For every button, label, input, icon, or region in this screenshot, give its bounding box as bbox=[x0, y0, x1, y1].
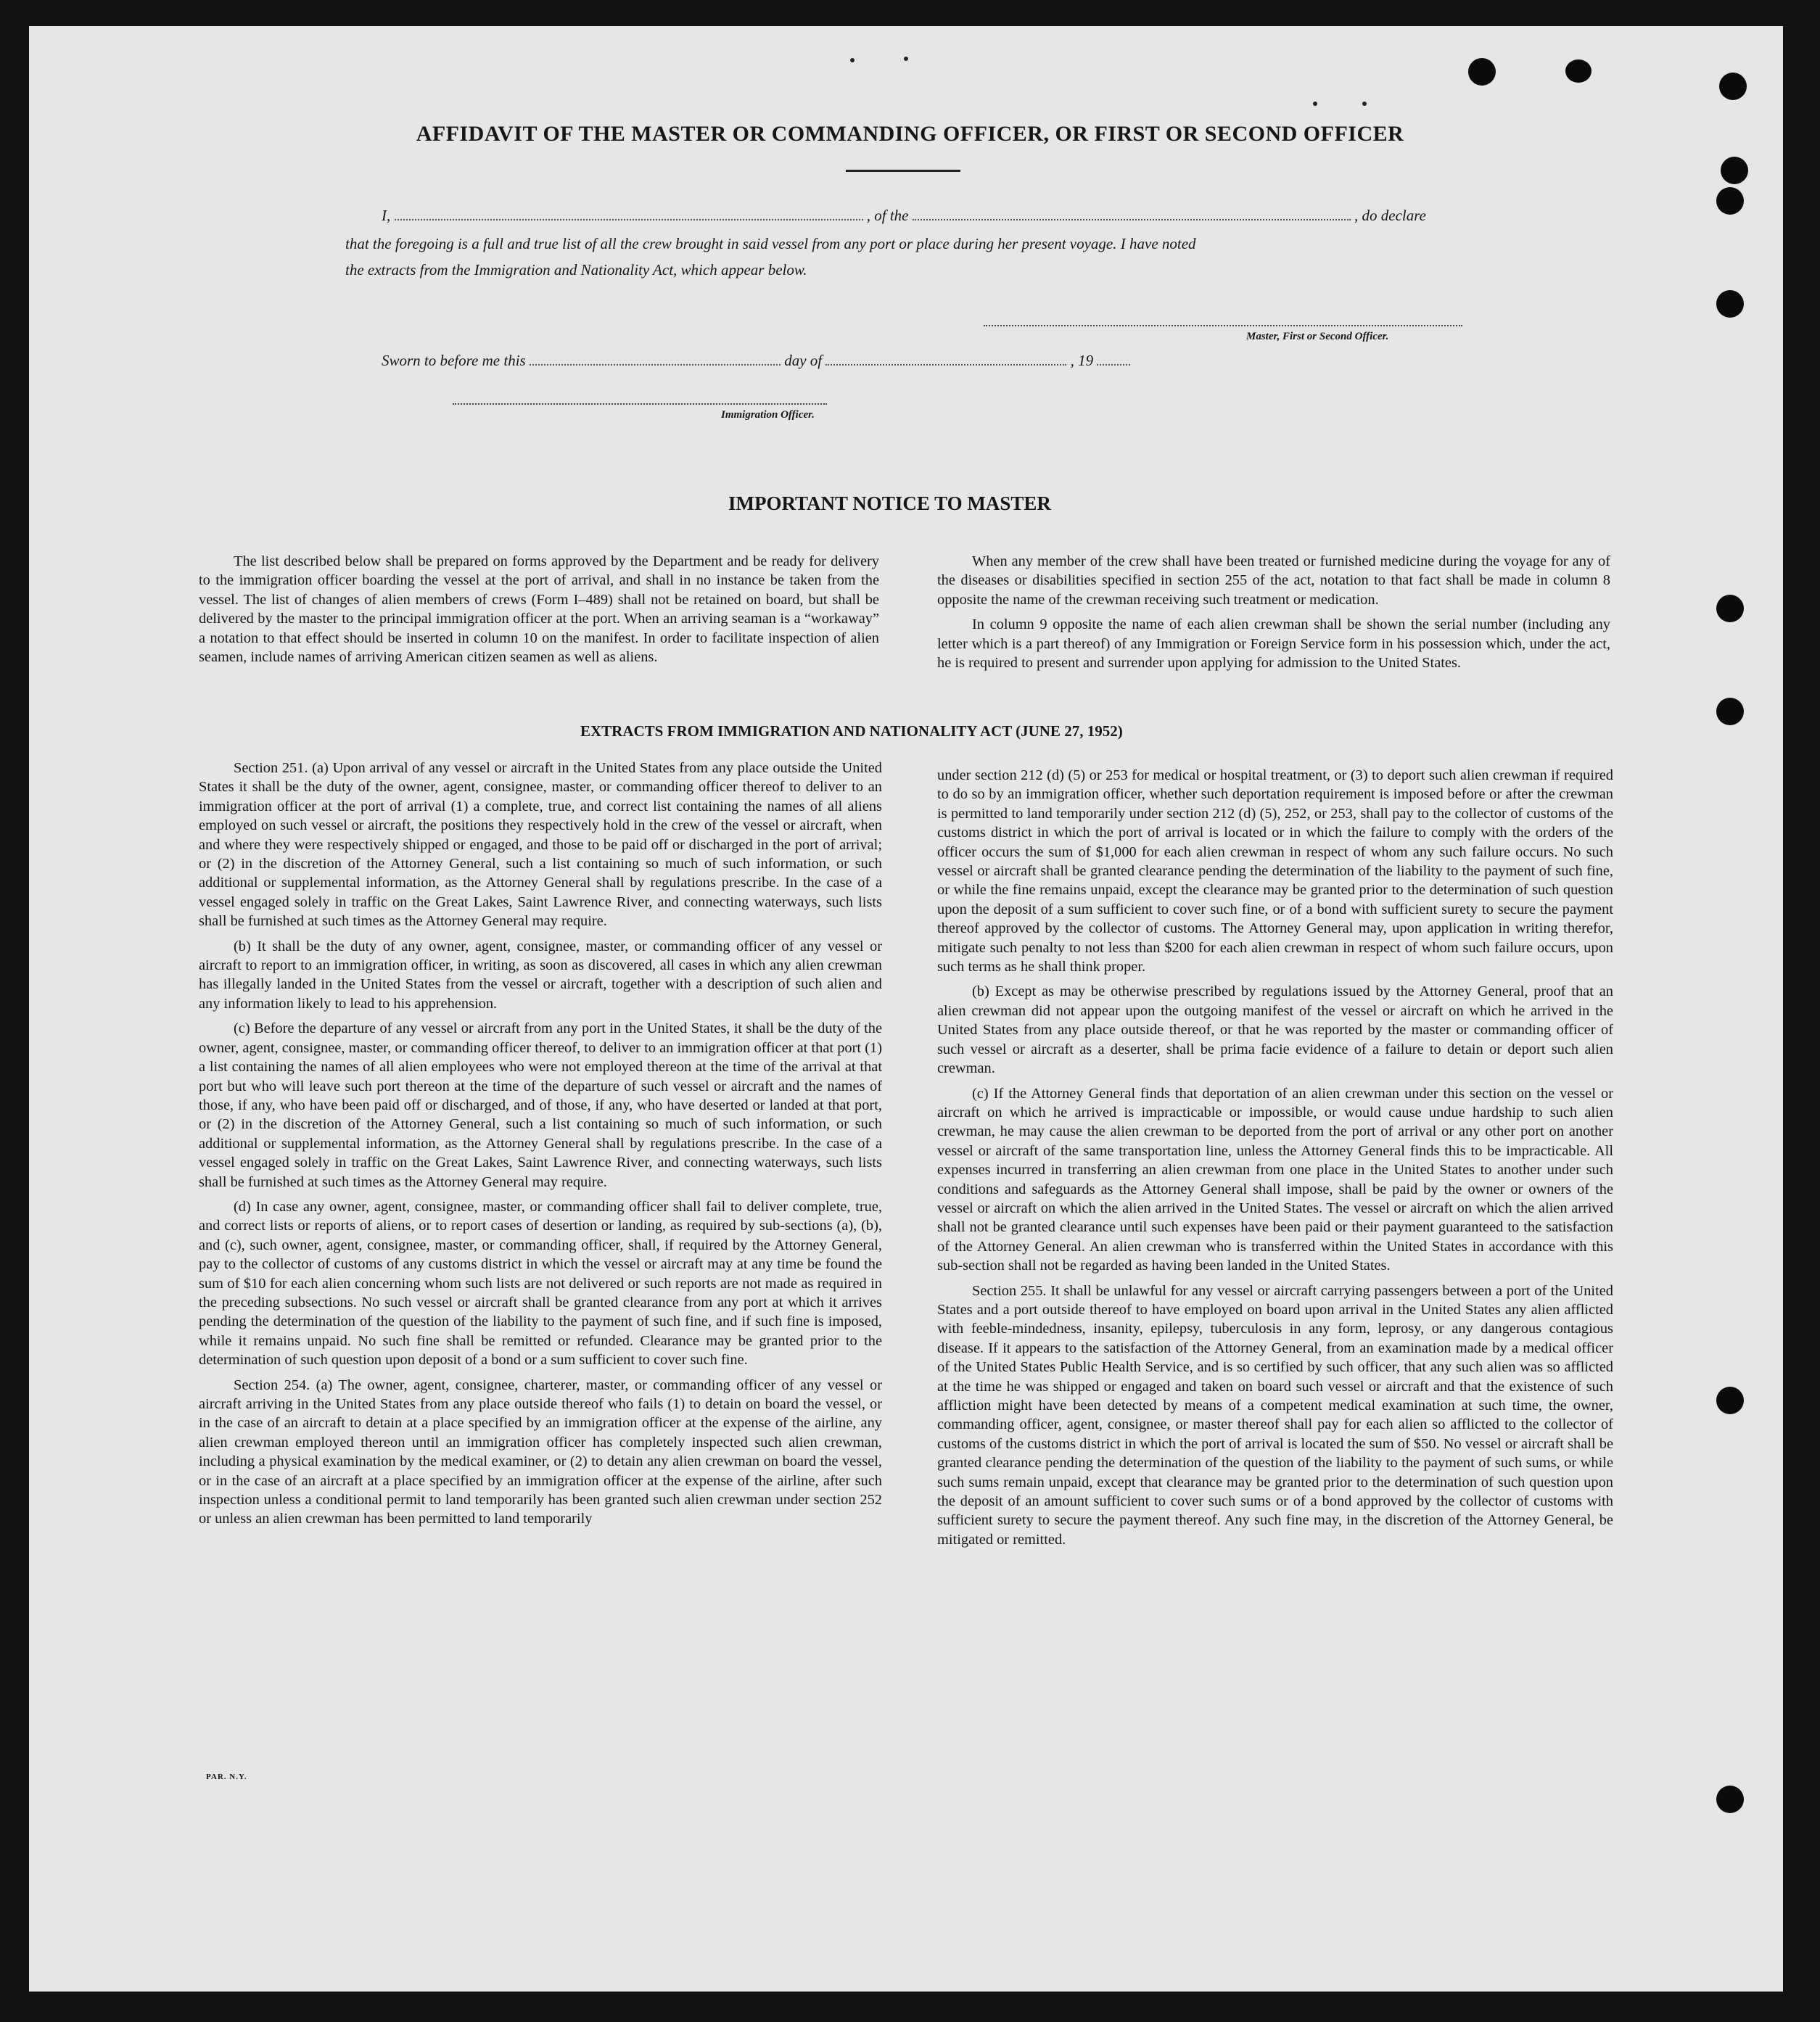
officer-signature-line[interactable] bbox=[453, 403, 827, 405]
notice-heading: IMPORTANT NOTICE TO MASTER bbox=[728, 492, 1051, 514]
extract-paragraph: under section 212 (d) (5) or 253 for medical or hospital treatment, or (3) to deport such alien crewman if required to do so by an immigration officer, whether such deportation requirement is imposed before or after the crewman is permitted to land temporarily under section 212 (d) (5), 252, or 253, shall pay to the collector of customs of the customs district in which the port of arrival is located or in which the failure to comply with the orders of the officer occurs the sum of $1,000 for each alien crewman in respect of whom any such failure occurs. No such vessel or aircraft shall be granted clearance pending the determination of the liability to the payment of such fine, or while the fine remains unpaid, except the clearance may be granted prior to the determination of such question upon the deposit of a sum sufficient to cover such fine, or of a bond with sufficient surety to secure the payment thereof approved by the collector of customs. The Attorney General may, upon application in writing therefor, mitigate such penalty to not less than $200 for each alien crewman in respect of whom such failure occurs, upon such terms as he shall think proper. bbox=[937, 767, 1613, 975]
binder-hole bbox=[1565, 59, 1592, 83]
binder-hole bbox=[1721, 157, 1748, 184]
do-declare-label: , do declare bbox=[1354, 207, 1426, 224]
extracts-left-column bbox=[199, 759, 882, 1535]
extract-paragraph: Section 255. It shall be unlawful for any vessel or aircraft carrying passengers between a port of the United States and a port outside thereof to have employed on board upon arrival in the United States any alien afflicted with feeble-mindedness, insanity, epilepsy, tuberculosis in any form, leprosy, or any dangerous contagious disease. If it appears to the satisfaction of the Attorney General, from an examination made by a medical officer of the United States Public Health Service, and is so certified by such officer, that any such alien was so afflicted at the time he was shipped or engaged and taken on board such vessel or aircraft and that the existence of such affliction might have been detected by means of a competent medical examination at such time, the owner, commanding officer, agent, consignee, or master thereof shall pay for each alien so afflicted to the collector of customs of the customs district in which the port of arrival is located the sum of $50. No vessel or aircraft shall be granted clearance pending the determination of the question of the liability to the payment of such sums, or while such sums remain unpaid, except that clearance may be granted prior to the determination of such question upon the deposit of an amount sufficient to cover such sums or of a bond approved by the collector of customs with sufficient surety to secure the payment thereof. Any such fine may, in the discretion of the Attorney General, be mitigated or remitted. bbox=[937, 1282, 1613, 1548]
sworn-line bbox=[382, 351, 1130, 370]
speck bbox=[850, 58, 855, 62]
affidavit-declaration-line bbox=[382, 206, 1426, 225]
binder-hole bbox=[1716, 290, 1744, 318]
speck bbox=[1362, 102, 1367, 106]
year-label: , 19 bbox=[1070, 352, 1094, 369]
notice-left-column bbox=[199, 552, 879, 672]
vessel-field[interactable] bbox=[913, 206, 1351, 220]
sworn-year-field[interactable] bbox=[1097, 351, 1130, 366]
extract-paragraph: (c) If the Attorney General finds that deportation of an alien crewman under this section on the vessel or aircraft on which he arrived is impracticable or impossible, or would cause undue hardship to such alien crewman, he may cause the alien crewman to be deported from the port of arrival or any other port on another vessel or aircraft of the same transportation line, unless the Attorney General finds this to be impracticable. All expenses incurred in transferring an alien crewman from one place in the United States to another under such conditions and safeguards as the Attorney General shall impose, shall be paid by the owner or owners of the vessel or aircraft on which the alien arrived in the United States. The vessel or aircraft on which the alien arrived shall not be granted clearance until such expenses have been paid or their payment guaranteed to the satisfaction of the Attorney General. An alien crewman who is transferred within the United States in accordance with this sub-section shall not be regarded as having been landed in the United States. bbox=[937, 1085, 1613, 1274]
sworn-month-field[interactable] bbox=[825, 351, 1066, 366]
binder-hole bbox=[1468, 58, 1496, 86]
affidavit-body-line-1: that the foregoing is a full and true list of all the crew brought in said vessel from any port or place during her present voyage. I have noted bbox=[345, 235, 1196, 252]
extract-paragraph: (b) Except as may be otherwise prescribed by regulations issued by the Attorney General, proof that an alien crewman did not appear upon the outgoing manifest of the vessel or aircraft on which he arrived in the United States from any place outside thereof, or that he was reported by the master or commanding officer of such vessel or aircraft as a deserter, shall be prima facie evidence of a failure to detain or deport such alien crewman. bbox=[937, 983, 1613, 1077]
title-rule bbox=[846, 170, 960, 172]
notice-right-column bbox=[937, 552, 1610, 678]
binder-hole bbox=[1716, 698, 1744, 725]
speck bbox=[904, 57, 908, 61]
binder-hole bbox=[1716, 595, 1744, 622]
sworn-day-field[interactable] bbox=[530, 351, 781, 366]
binder-hole bbox=[1716, 187, 1744, 215]
sworn-label: Sworn to before me this bbox=[382, 352, 526, 369]
notice-paragraph: When any member of the crew shall have been treated or furnished medicine during the voyage for any of the diseases or disabilities specified in section 255 of the act, notation to that fact shall be made in column 8 opposite the name of the crewman receiving such treatment or medication. bbox=[937, 553, 1610, 608]
extract-paragraph: (b) It shall be the duty of any owner, agent, consignee, master, or commanding officer of any vessel or aircraft to report to an immigration officer, in writing, as soon as discovered, all cases in which any alien crewman has illegally landed in the United States from the vessel or aircraft, together with a description of such alien and any information likely to lead to his apprehension. bbox=[199, 938, 882, 1012]
day-of-label: day of bbox=[784, 352, 823, 369]
notice-paragraph: In column 9 opposite the name of each alien crewman shall be shown the serial number (including any letter which is a part thereof) of any Immigration or Foreign Service form in his possession which, under the act, he is required to present and surrender upon applying for admission to the United States. bbox=[937, 616, 1610, 672]
extract-paragraph: (d) In case any owner, agent, consignee, master, or commanding officer shall fail to deliver complete, true, and correct lists or reports of aliens, or to report cases of desertion or landing, as required by sub-sections (a), (b), and (c), such owner, agent, consignee, master, or commanding officer, shall, if required by the Attorney General, pay to the collector of customs of any customs district in which the vessel or aircraft may at any time be found the sum of $10 for each alien concerning whom such lists are not delivered or such reports are not made as required in the preceding subsections. No such vessel or aircraft shall be granted clearance from any port at which it arrives pending the determination of the question of the liability to the payment of such fine, and if such fine is imposed, while it remains unpaid. No such fine shall be remitted or refunded. Clearance may be granted prior to the determination of such question upon deposit of a bond or a sum sufficient to cover such fine. bbox=[199, 1198, 882, 1369]
officer-signature-label: Immigration Officer. bbox=[721, 409, 815, 421]
printer-mark: PAR. N.Y. bbox=[206, 1773, 247, 1781]
binder-hole bbox=[1719, 73, 1747, 100]
binder-hole bbox=[1716, 1786, 1744, 1813]
notice-paragraph: The list described below shall be prepared on forms approved by the Department and be ready for delivery to the immigration officer boarding the vessel at the port of arrival, and shall in no instance be taken from the vessel. The list of changes of alien members of crews (Form I–489) shall not be retained on board, but shall be delivered by the master to the principal immigration officer at the port. When an arriving seaman is a “workaway” a notation to that effect should be inserted in column 10 on the manifest. In order to facilitate inspection of alien seamen, include names of arriving American citizen seamen as well as aliens. bbox=[199, 553, 879, 666]
extracts-right-column bbox=[937, 766, 1613, 1555]
name-field[interactable] bbox=[395, 206, 863, 220]
speck bbox=[1313, 102, 1317, 106]
binder-hole bbox=[1716, 1387, 1744, 1414]
master-signature-line[interactable] bbox=[984, 325, 1462, 326]
extract-paragraph: Section 254. (a) The owner, agent, consignee, charterer, master, or commanding officer of any vessel or aircraft arriving in the United States from any place outside thereof who fails (1) to detain on board the vessel, or in the case of an aircraft to detain at a place specified by an immigration officer at the expense of the airline, any alien crewman employed thereon until an immigration officer has completely inspected such alien crewman, including a physical examination by the medical examiner, or (2) to detain any alien crewman on board the vessel, or in the case of an aircraft at a place specified by an immigration officer at the expense of the airline, after such inspection unless a conditional permit to land temporarily has been granted such alien crewman under section 252 or unless an alien crewman has been permitted to land temporarily bbox=[199, 1377, 882, 1527]
extract-paragraph: (c) Before the departure of any vessel or aircraft from any port in the United States, it shall be the duty of the owner, agent, consignee, master, or commanding officer thereof, to deliver to an immigration officer at that port (1) a list containing the names of all alien employees who were not employed thereon at the time of the arrival at that port but who will leave such port thereon at the time of the departure of such vessel or aircraft and the names of those, if any, who have been paid off or discharged, and of those, if any, who have deserted or landed at that port, or (2) in the discretion of the Attorney General, such a list containing so much of such information, or such additional or supplemental information, as the Attorney General shall by regulations prescribe. In the case of a vessel engaged solely in traffic on the Great Lakes, Saint Lawrence River, and connecting waterways, such lists shall be furnished at such times as the Attorney General may require. bbox=[199, 1020, 882, 1190]
page-title: AFFIDAVIT OF THE MASTER OR COMMANDING OFFICER, OR FIRST OR SECOND OFFICER bbox=[416, 122, 1404, 146]
master-signature-label: Master, First or Second Officer. bbox=[1246, 331, 1389, 342]
of-the-label: , of the bbox=[866, 207, 909, 224]
extract-paragraph: Section 251. (a) Upon arrival of any vessel or aircraft in the United States from any place outside the United States it shall be the duty of the owner, agent, consignee, master, or commanding officer thereof to deliver to an immigration officer at the port of arrival (1) a complete, true, and correct list containing the names of all aliens employed on such vessel or aircraft, the positions they respectively hold in the crew of the vessel or aircraft, when and where they were respectively shipped or engaged, and those to be paid off or discharged in the port of arrival; or (2) in the discretion of the Attorney General, such a list containing so much of such information, or such additional or supplemental information, as the Attorney General shall by regulations prescribe. In the case of a vessel engaged solely in traffic on the Great Lakes, Saint Lawrence River, and connecting waterways, such lists shall be furnished at such times as the Attorney General may require. bbox=[199, 760, 882, 930]
extracts-heading: EXTRACTS FROM IMMIGRATION AND NATIONALITY ACT (JUNE 27, 1952) bbox=[580, 722, 1123, 740]
i-label: I, bbox=[382, 207, 391, 224]
affidavit-body-line-2: the extracts from the Immigration and Nationality Act, which appear below. bbox=[345, 261, 807, 278]
